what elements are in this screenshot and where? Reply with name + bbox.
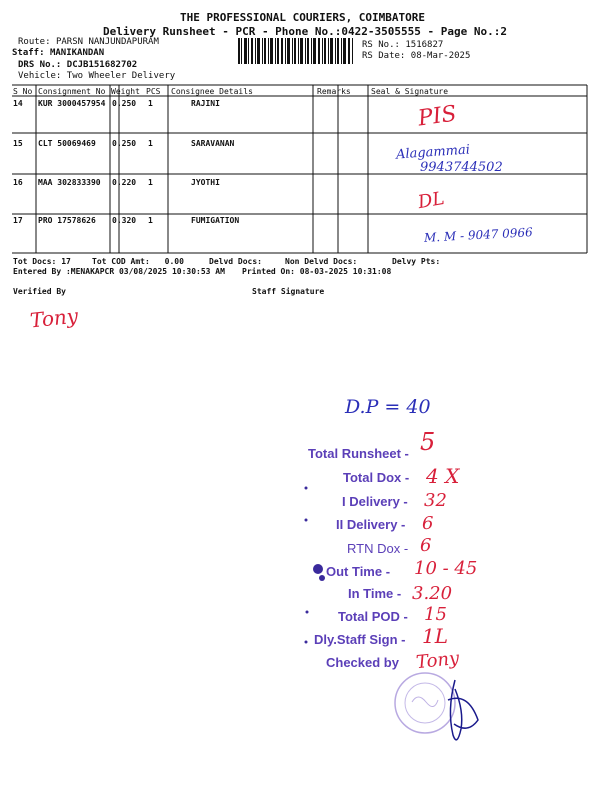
dp-note: D.P = 40 — [345, 396, 431, 418]
stamp-value-dly-staff-sign: 1L — [422, 624, 449, 648]
runsheet-title: Delivery Runsheet - PCR - Phone No.:0422-3505555 - Page No.:2 — [103, 25, 507, 38]
rs-no-label: RS No.: — [362, 40, 400, 50]
tot-cod-value: 0.00 — [164, 257, 184, 266]
row-consignee: RAJINI — [191, 99, 220, 108]
stamp-label-total-dox: Total Dox - — [343, 470, 410, 485]
handwritten-alagammai: Alagammai — [395, 142, 471, 163]
stamp-value-total-runsheet: 5 — [420, 428, 436, 456]
verified-initials: Tony — [28, 303, 80, 333]
col-header-pcs: PCS — [146, 87, 161, 96]
row-pcs: 1 — [148, 216, 153, 225]
stamp-label-rtn-dox: RTN Dox - — [347, 541, 409, 556]
company-title: THE PROFESSIONAL COURIERS, COIMBATORE — [180, 11, 426, 24]
drs-value: DCJB151682702 — [66, 60, 138, 70]
entered-by: Entered By :MENAKAPCR 03/08/2025 10:30:53 AM — [13, 267, 225, 276]
tot-docs-label: Tot Docs: — [13, 257, 57, 266]
row-weight: 0.320 — [112, 216, 137, 225]
handwritten-phone: 9943744502 — [420, 160, 503, 175]
staff-line — [12, 48, 104, 58]
rs-date-value: 08-Mar-2025 — [410, 51, 471, 61]
handwritten-dl: DL — [416, 187, 447, 214]
stamp-label-checked-by: Checked by — [326, 655, 399, 670]
vehicle-line — [18, 71, 175, 81]
stamp-label-ii-delivery: II Delivery - — [336, 517, 406, 532]
row-sno: 17 — [13, 216, 23, 225]
row-weight: 0.250 — [112, 139, 137, 148]
non-delvd-docs-label: Non Delvd Docs: — [285, 257, 358, 266]
stamp-value-checked-by: Tony — [415, 647, 461, 674]
rs-no-value: 1516827 — [405, 40, 444, 50]
stamp-label-i-delivery: I Delivery - — [342, 494, 408, 509]
staff-label: Staff: — [12, 48, 45, 58]
handwritten-pis: PIS — [416, 101, 459, 132]
row-consignment: KUR 3000457954 — [38, 99, 106, 108]
col-header-seal: Seal & Signature — [371, 87, 449, 96]
tot-cod — [92, 257, 184, 266]
stamp-label-out-time: Out Time - — [326, 564, 391, 579]
col-header-consignee: Consignee Details — [171, 87, 253, 96]
rs-no-line — [362, 40, 443, 50]
row-consignment: MAA 302833390 — [38, 178, 101, 187]
tot-cod-label: Tot COD Amt: — [92, 257, 150, 266]
stamp-value-i-delivery: 32 — [424, 490, 447, 511]
staff-signature-label: Staff Signature — [252, 287, 325, 296]
handwritten-mobile: M. M - 9047 0966 — [423, 225, 534, 245]
stamp-value-total-dox: 4 X — [426, 464, 460, 488]
col-header-consignment: Consignment No — [38, 87, 106, 96]
stamp-label-in-time: In Time - — [348, 586, 402, 601]
delvy-pts-label: Delvy Pts: — [392, 257, 441, 266]
stamp-label-dly-staff-sign: Dly.Staff Sign - — [314, 632, 406, 647]
row-sno: 15 — [13, 139, 23, 148]
row-consignee: SARAVANAN — [191, 139, 235, 148]
route-line — [18, 37, 159, 47]
stamp-value-in-time: 3.20 — [412, 583, 453, 604]
stamp-label-total-runsheet: Total Runsheet - — [308, 446, 409, 461]
col-header-remarks: Remarks — [317, 87, 351, 96]
drs-label: DRS No.: — [18, 60, 62, 70]
row-weight: 0.220 — [112, 178, 137, 187]
col-header-weight: Weight — [111, 87, 140, 96]
row-sno: 16 — [13, 178, 23, 187]
row-pcs: 1 — [148, 139, 153, 148]
vehicle-value: Two Wheeler Delivery — [66, 71, 176, 81]
staff-value: MANIKANDAN — [49, 48, 105, 58]
row-pcs: 1 — [148, 99, 153, 108]
row-weight: 0.250 — [112, 99, 137, 108]
row-consignment: PRO 17578626 — [38, 216, 96, 225]
stamp-value-rtn-dox: 6 — [420, 535, 432, 556]
route-value: PARSN NANJUNDAPURAM — [55, 37, 159, 47]
rs-date-label: RS Date: — [362, 51, 406, 61]
row-sno: 14 — [13, 99, 23, 108]
tot-docs — [13, 257, 71, 266]
row-consignee: FUMIGATION — [191, 216, 240, 225]
row-consignee: JYOTHI — [191, 178, 220, 187]
col-header-sno: S No — [13, 87, 33, 96]
tot-docs-value: 17 — [61, 257, 71, 266]
stamp-value-ii-delivery: 6 — [422, 513, 434, 534]
rs-date-line — [362, 51, 470, 61]
route-label: Route: — [18, 37, 51, 47]
stamp-value-total-pod: 15 — [424, 604, 447, 625]
vehicle-label: Vehicle: — [18, 71, 62, 81]
verified-by-label: Verified By — [13, 287, 66, 296]
stamp-label-total-pod: Total POD - — [338, 609, 408, 624]
printed-on: Printed On: 08-03-2025 10:31:08 — [242, 267, 392, 276]
row-consignment: CLT 50069469 — [38, 139, 96, 148]
delvd-docs-label: Delvd Docs: — [209, 257, 262, 266]
drs-line — [18, 60, 137, 70]
row-pcs: 1 — [148, 178, 153, 187]
stamp-value-out-time: 10 - 45 — [414, 558, 478, 579]
